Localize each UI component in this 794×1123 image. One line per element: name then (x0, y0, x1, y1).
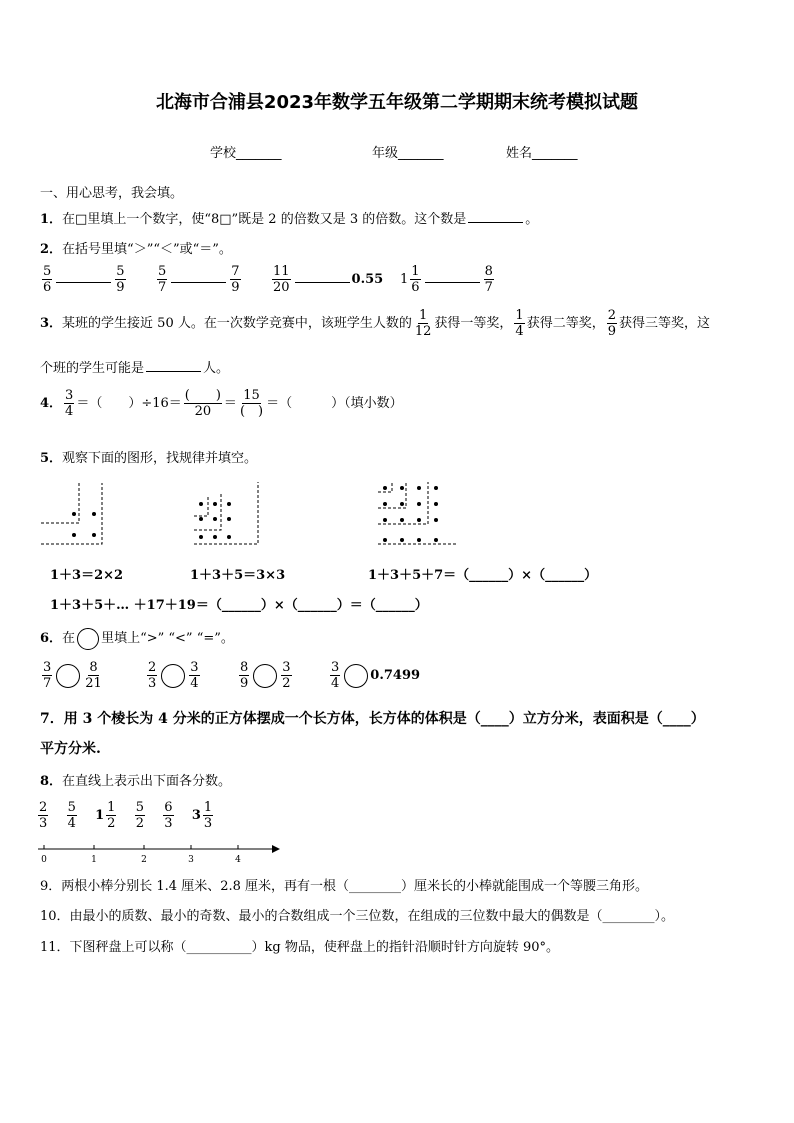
fraction: $\frac{1}{4}$ (515, 308, 524, 339)
q6-text: 里填上“>” “<” “=”。 (101, 631, 234, 646)
fraction: $\frac{1}{3}$ (203, 800, 213, 831)
q2-text: 在括号里填“＞”“＜”或“＝”。 (62, 242, 232, 257)
dot (434, 518, 438, 522)
fraction: $\frac{11}{20}$ (273, 264, 290, 295)
q1-text: 在□里填上一个数字，使“8□”既是 2 的倍数又是 3 的倍数。这个数是 (62, 212, 467, 227)
dot (92, 512, 96, 516)
compare-blank[interactable] (425, 282, 480, 283)
q3-answer-blank[interactable] (146, 371, 201, 372)
school-field[interactable]: 学校_______ (210, 146, 282, 161)
q3-text: 获得三等奖，这 (619, 316, 711, 331)
dot (213, 517, 217, 521)
fraction: $\frac{1}{6}$ (411, 264, 420, 295)
question-4 (40, 388, 403, 419)
q6-item-4 (328, 660, 420, 691)
q3-number: 3． (40, 316, 63, 331)
q1-end: 。 (525, 212, 539, 227)
fraction: $\frac{2}{9}$ (607, 308, 616, 339)
q5-equation-3[interactable]: 1＋3＋5＋7＝（______）×（______） (368, 568, 598, 583)
q5-text: 观察下面的图形，找规律并填空。 (62, 451, 258, 466)
question-7-line2: 平方分米. (40, 741, 101, 757)
fraction: $\frac{8}{7}$ (484, 264, 493, 295)
fraction: $\frac{3}{7}$ (43, 660, 52, 691)
question-3-line2 (40, 357, 229, 376)
q2-item-4 (400, 264, 496, 295)
q3-text: 某班的学生接近 50 人。在一次数学竞赛中，该班学生人数的 (62, 316, 412, 331)
dot (383, 518, 387, 522)
q4-text: ＝ (223, 396, 237, 411)
dot (383, 486, 387, 490)
fraction: $\frac{1}{12}$ (414, 308, 432, 339)
fraction: $\frac{5}{4}$ (67, 800, 76, 831)
compare-circle[interactable] (253, 664, 277, 688)
tick-label: 4 (235, 855, 241, 865)
dot (72, 512, 76, 516)
q3-text: 个班的学生可能是 (40, 361, 145, 376)
circle-icon (77, 628, 99, 650)
whole-part: 1 (400, 272, 409, 287)
q1-answer-blank[interactable] (468, 222, 523, 223)
compare-blank[interactable] (295, 282, 350, 283)
q3-text: 获得一等奖， (434, 316, 513, 331)
question-6 (40, 627, 234, 650)
fraction: $\frac{8}{9}$ (240, 660, 249, 691)
fraction: $\frac{3}{4}$ (190, 660, 199, 691)
fraction: $\frac{15}{( )}$ (239, 388, 264, 419)
decimal-value: 0.7499 (370, 668, 421, 683)
q2-item-1 (40, 264, 128, 295)
question-9: 9．两根小棒分别长 1.4 厘米、2.8 厘米，再有一根（________）厘米长的小棒就能围成一个等腰三角形。 (40, 879, 649, 894)
dot (383, 502, 387, 506)
fraction: $\frac{5}{6}$ (43, 264, 52, 295)
q8-text: 在直线上表示出下面各分数。 (62, 774, 232, 789)
fraction: $\frac{8}{21}$ (85, 660, 102, 691)
dot (213, 535, 217, 539)
compare-circle[interactable] (56, 664, 80, 688)
question-7: 7．用 3 个棱长为 4 分米的正方体摆成一个长方体，长方体的体积是（____）立方分米，表面积是（____） (40, 711, 705, 727)
dot (417, 502, 421, 506)
dot (227, 535, 231, 539)
q5-equation-1: 1＋3＝2×2 (50, 568, 124, 583)
q8-fraction-list (36, 800, 215, 831)
fraction: $\frac{6}{3}$ (164, 800, 173, 831)
dot (434, 486, 438, 490)
dot (213, 502, 217, 506)
question-1 (40, 208, 538, 227)
dot (400, 518, 404, 522)
fraction: $\frac{7}{9}$ (231, 264, 240, 295)
dot (199, 517, 203, 521)
fraction: $\frac{3}{4}$ (65, 388, 74, 419)
q2-item-2 (155, 264, 243, 295)
dot (72, 533, 76, 537)
dot (400, 486, 404, 490)
q5-equation-4[interactable]: 1＋3＋5＋… ＋17＋19＝（______）×（______）＝（______） (50, 598, 428, 613)
q6-item-1 (40, 660, 105, 691)
q6-item-3 (237, 660, 294, 691)
dot-pattern-figures (36, 478, 456, 550)
dot (199, 502, 203, 506)
decimal-value: 0.55 (351, 272, 384, 287)
tick-label: 2 (141, 855, 147, 865)
number-line-arrow-icon (272, 845, 280, 853)
fraction: $\frac{1}{2}$ (107, 800, 116, 831)
q2-number: 2． (40, 242, 63, 257)
q3-text: 获得二等奖， (526, 316, 605, 331)
dot (92, 533, 96, 537)
tick-label: 1 (91, 855, 97, 865)
grade-field[interactable]: 年级_______ (372, 146, 444, 161)
tick-label: 0 (41, 855, 47, 865)
question-8 (40, 770, 231, 789)
q6-item-2 (145, 660, 202, 691)
question-11: 11．下图秤盘上可以称（__________）kg 物品，使秤盘上的指针沿顺时针方向旋转 90°。 (40, 940, 560, 955)
q1-number: 1． (40, 212, 63, 227)
page-title: 北海市合浦县2023年数学五年级第二学期期末统考模拟试题 (155, 92, 639, 113)
dot (400, 538, 404, 542)
q5-equation-2: 1＋3＋5＝3×3 (190, 568, 286, 583)
fraction: $\frac{( )}{20}$ (184, 388, 221, 419)
question-2 (40, 238, 232, 257)
q4-number: 4． (40, 396, 63, 411)
whole-part: 3 (191, 808, 201, 823)
dot (383, 538, 387, 542)
dot (417, 486, 421, 490)
name-field[interactable]: 姓名_______ (506, 146, 578, 161)
question-3 (40, 308, 710, 339)
dot (417, 538, 421, 542)
dot (434, 538, 438, 542)
question-10: 10．由最小的质数、最小的奇数、最小的合数组成一个三位数，在组成的三位数中最大的偶数是（________）。 (40, 909, 675, 924)
dot (400, 502, 404, 506)
fraction: $\frac{3}{2}$ (282, 660, 291, 691)
compare-blank[interactable] (171, 282, 226, 283)
dot (199, 535, 203, 539)
compare-circle[interactable] (161, 664, 185, 688)
dot (227, 502, 231, 506)
fraction: $\frac{2}{3}$ (148, 660, 157, 691)
q6-number: 6． (40, 631, 63, 646)
q8-number: 8． (40, 774, 63, 789)
whole-part: 1 (95, 808, 105, 823)
fraction: $\frac{5}{7}$ (158, 264, 167, 295)
q5-number: 5． (40, 451, 63, 466)
q4-text: ＝（ ）÷16＝ (76, 396, 182, 411)
compare-blank[interactable] (56, 282, 111, 283)
compare-circle[interactable] (344, 664, 368, 688)
fraction: $\frac{5}{2}$ (135, 800, 145, 831)
fraction: $\frac{3}{4}$ (331, 660, 340, 691)
section-heading: 一、用心思考，我会填。 (40, 186, 184, 201)
fraction: $\frac{5}{9}$ (116, 264, 125, 295)
q2-item-3 (270, 264, 383, 295)
number-line[interactable] (36, 840, 286, 866)
q6-text: 在 (62, 631, 76, 646)
q4-text: ＝（ ）（填小数） (266, 396, 403, 411)
fraction: $\frac{2}{3}$ (39, 800, 48, 831)
question-5 (40, 447, 257, 466)
dot (434, 502, 438, 506)
tick-label: 3 (188, 855, 194, 865)
q3-text: 人。 (203, 361, 230, 376)
dot (417, 518, 421, 522)
dot (227, 517, 231, 521)
